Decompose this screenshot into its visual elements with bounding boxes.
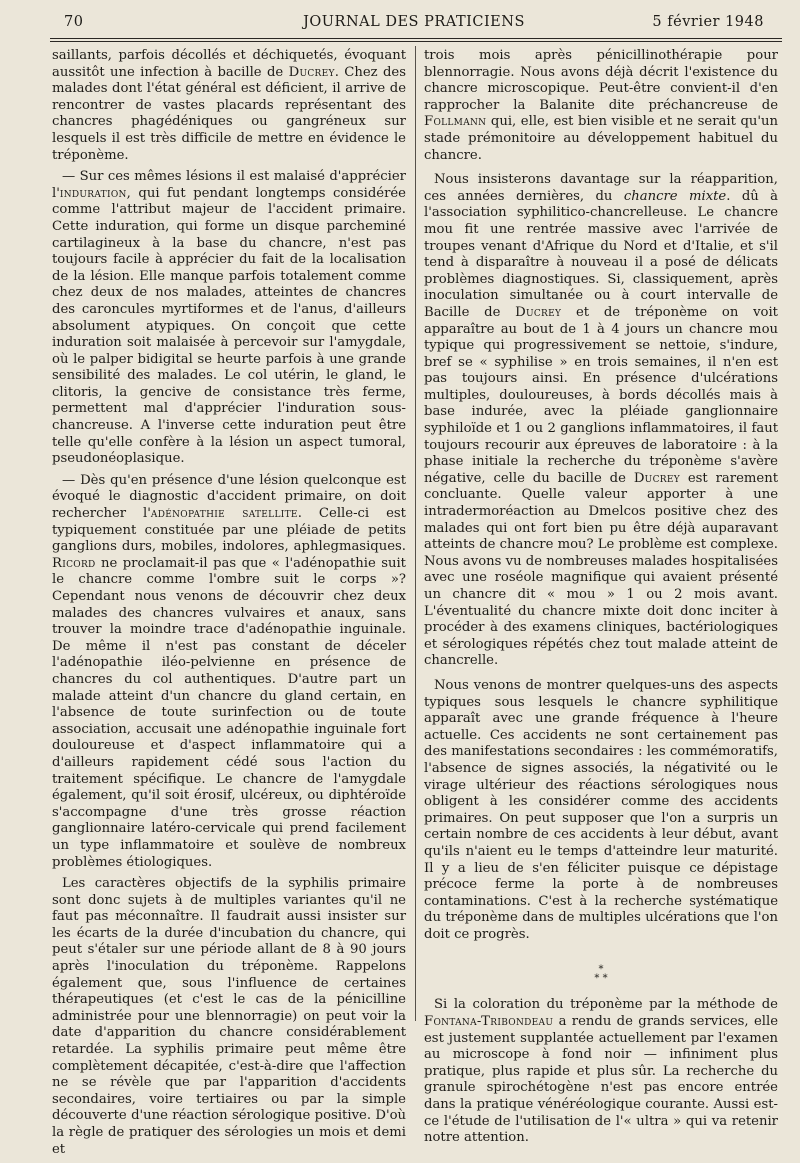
header-rule-thin	[50, 41, 782, 42]
author-name: Ducrey	[515, 304, 562, 320]
key-term: induration	[59, 185, 127, 201]
header-rule	[50, 38, 782, 39]
running-header	[64, 14, 764, 34]
key-term: adénopathie satellite	[150, 506, 298, 522]
right-column	[424, 48, 778, 1152]
author-name: Ducrey	[288, 64, 335, 80]
paragraph: Nous insisterons davantage sur la réapparition, ces années dernières, du chancre mixte. dû à l'association syphilitico-chancrelleuse. Le chancre mou fit une rentrée massive avec l'arrivée de troupes venant d'Afrique du Nord et d'Italie, et s'il tend à disparaître à nouveau il a posé de délicats problèmes diagnostiques. Si, classiquement, après inoculation simultanée ou à court intervalle de Bacille de Ducrey et de tréponème on voit apparaître au bout de 1 à 4 jours un chancre mou typique qui progressivement se nettoie, s'indure, bref se « syphilise » en trois semaines, il n'en est pas toujours ainsi. En présence d'ulcérations multiples, douloureuses, à bords décollés mais à base indurée, avec la pléiade ganglionnaire syphiloïde et 1 ou 2 ganglions inflammatoires, il faut toujours recourir aux épreuves de laboratoire : à la phase initiale la recherche du tréponème s'avère négative, celle du bacille de Ducrey est rarement concluante. Quelle valeur apporter à une intradermoréaction au Dmelcos positive chez des malades qui ont fort bien pu être déjà auparavant atteints de chancre mou? Le problème est complexe. Nous avons vu de nombreuses malades hospitalisées avec une roséole magnifique qui avaient présenté un chancre dit « mou » 1 ou 2 mois avant. L'éventualité du chancre mixte doit donc inciter à procéder à des examens cliniques, bactériologiques et sérologiques répétés chez tout malade atteint de chancrelle.	[424, 172, 779, 669]
paragraph: — Dès qu'en présence d'une lésion quelconque est évoqué le diagnostic d'accident primaire, on doit rechercher l'adénopathie satellite. Celle-ci est typiquement constituée par une pléiade de petits ganglions durs, mobiles, indolores, aphlegmasiques. Ricord ne proclamait-il pas que « l'adénopathie suit le chancre comme l'ombre suit le corps »? Cependant nous venons de découvrir chez deux malades des chancres vulvaires et anaux, sans trouver la moindre trace d'adénopathie inguinale. De même il n'est pas constant de déceler l'adénopathie iléo-pelvienne en présence de chancres du col authentiques. D'autre part un malade atteint d'un chancre du gland certain, en l'absence de toute surinfection ou de toute association, accusait une adénopathie inguinale fort douloureuse et d'aspect inflammatoire qui a d'ailleurs rapidement cédé sous l'action du traitement spécifique. Le chancre de l'amygdale également, qu'il soit érosif, ulcéreux, ou diphtéroïde s'accompagne d'une très grosse réaction ganglionnaire latéro-cervicale qui prend facilement un type inflammatoire et soulève de nombreux problèmes étiologiques.	[52, 472, 406, 870]
paragraph: Les caractères objectifs de la syphilis primaire sont donc sujets à de multiples variantes qu'il ne faut pas méconnaître. Il faudrait aussi insister sur les écarts de la durée d'incubation du chancre, qui peut s'étaler sur une période allant de 8 à 90 jours après l'inoculation du tréponème. Rappelons également que, sous l'influence de certaines thérapeutiques (et c'est le cas de la pénicilline administrée pour une blennorragie) on peut voir la date d'apparition du chancre considérablement retardée. La syphilis primaire peut même être complètement décapitée, c'est-à-dire que l'affection ne se révèle que par l'apparition d'accidents secondaires, voire tertiaires ou par la simple découverte d'une réaction sérologique positive. D'où la règle de pratiquer des sérologies un mois et demi et	[52, 876, 406, 1157]
paragraph: saillants, parfois décollés et déchiquetés, évoquant aussitôt une infection à bacille de Ducrey. Chez des malades dont l'état général est déficient, il arrive de rencontrer de vastes placards représentant des chancres phagédéniques ou gangréneux sur lesquels il est très difficile de mettre en évidence le tréponème.	[52, 48, 406, 163]
author-name: Fontana-Tribondeau	[424, 1014, 554, 1030]
author-name: Follmann	[424, 114, 487, 130]
section-break-asterisks: * * *	[594, 964, 608, 985]
paragraph: Nous venons de montrer quelques-uns des aspects typiques sous lesquels le chancre syphilitique apparaît avec une grande fréquence à l'heure actuelle. Ces accidents ne sont certainement pas des manifestations secondaires : les commémoratifs, l'absence de signes associés, la négativité ou le virage ultérieur des réactions sérologiques nous obligent à les considérer comme des accidents primaires. On peut supposer que l'on a surpris un certain nombre de ces accidents à leur début, avant qu'ils n'aient eu le temps d'atteindre leur maturité. Il y a lieu de s'en féliciter puisque ce dépistage précoce ferme la porte à de nombreuses contaminations. C'est à la recherche systématique du tréponème dans de multiples ulcérations que l'on doit ce progrès.	[424, 677, 778, 942]
left-column	[52, 48, 406, 1163]
paragraph: — Sur ces mêmes lésions il est malaisé d'apprécier l'induration, qui fut pendant longtemps considérée comme l'attribut majeur de l'accident primaire. Cette induration, qui forme un disque parcheminé cartilagineux à la base du chancre, n'est pas toujours facile à apprécier du fait de la localisation de la lésion. Elle manque parfois totalement comme chez deux de nos malades, atteintes de chancres des caroncules myrtiformes et de l'anus, d'ailleurs absolument atypiques. On conçoit que cette induration soit malaisée à percevoir sur l'amygdale, où le palper bidigital se heurte parfois à une grande sensibilité des malades. Le col utérin, le gland, le clitoris, la gencive de consistance très ferme, permettent mal d'apprécier l'induration sous-chancreuse. A l'inverse cette induration peut être telle qu'elle confère à la lésion un aspect tumoral, pseudonéoplasique.	[52, 169, 406, 467]
issue-date: 5 février 1948	[652, 14, 764, 30]
author-name: Ducrey	[633, 470, 680, 486]
paragraph: trois mois après pénicillinothérapie pour blennorragie. Nous avons déjà décrit l'existence du chancre microscopique. Peut-être convient-il d'en rapprocher la Balanite dite préchancreuse de Follmann qui, elle, est bien visible et ne serait qu'un stade prémonitoire au développement habituel du chancre.	[424, 48, 778, 163]
paragraph: Si la coloration du tréponème par la méthode de Fontana-Tribondeau a rendu de grands services, elle est justement supplantée actuellement par l'examen au microscope à fond noir — infiniment plus pratique, plus rapide et plus sûr. La recherche du granule spirochétogène n'est pas encore entrée dans la pratique vénéréologique courante. Aussi est-ce l'étude de l'utilisation de l'« ultra » qui va retenir notre attention.	[424, 997, 778, 1146]
page-number: 70	[64, 14, 84, 30]
key-term: chancre mixte	[623, 188, 727, 204]
author-name: Ricord	[52, 555, 96, 571]
column-separator	[415, 46, 416, 1021]
journal-title: JOURNAL DES PRATICIENS	[303, 14, 525, 30]
